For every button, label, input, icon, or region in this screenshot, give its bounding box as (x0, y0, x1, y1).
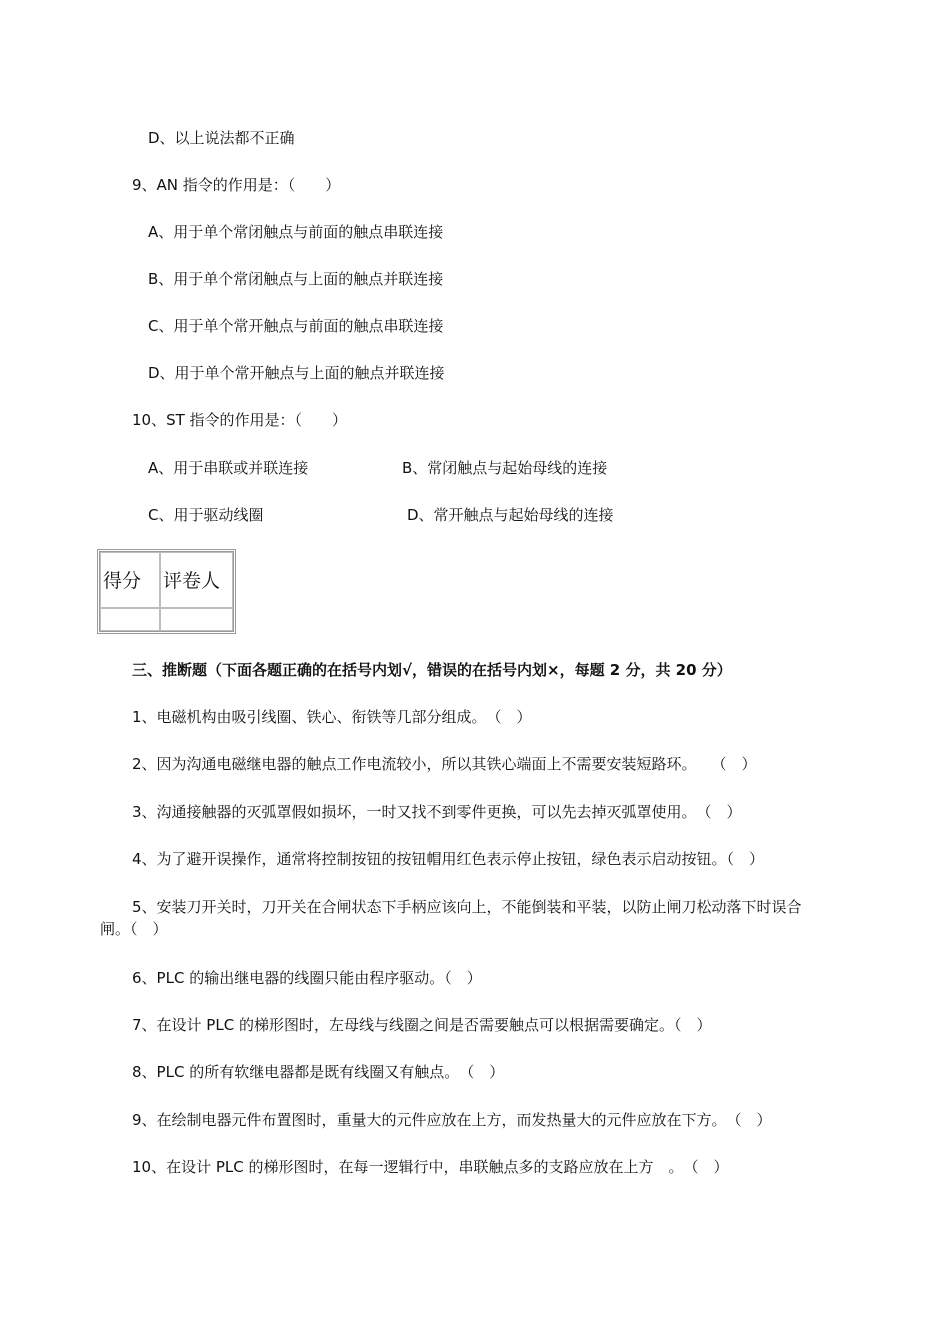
grader-label: 评卷人 (160, 552, 233, 608)
judgment-item-10: 10、在设计 PLC 的梯形图时，在每一逻辑行中，串联触点多的支路应放在上方 。 （ ） (132, 1158, 729, 1176)
judgment-item-8: 8、PLC 的所有软继电器都是既有线圈又有触点。 （ ） (132, 1063, 505, 1081)
q9-stem: 9、AN 指令的作用是：（ ） (132, 176, 341, 194)
judgment-item-7: 7、在设计 PLC 的梯形图时，左母线与线圈之间是否需要触点可以根据需要确定。（ ） (132, 1016, 712, 1034)
score-field[interactable] (100, 608, 160, 631)
score-table (97, 549, 236, 634)
q10-option-c: C、用于驱动线圈 (148, 506, 264, 524)
section3-title: 三、推断题（下面各题正确的在括号内划√，错误的在括号内划×，每题 2 分，共 20 分） (132, 661, 732, 679)
q9-option-a: A、用于单个常闭触点与前面的触点串联连接 (148, 223, 444, 241)
judgment-item-1: 1、电磁机构由吸引线圈、铁心、衔铁等几部分组成。 （ ） (132, 708, 532, 726)
judgment-item-2: 2、因为沟通电磁继电器的触点工作电流较小，所以其铁心端面上不需要安装短路环。 （ ） (132, 755, 757, 773)
q9-option-c: C、用于单个常开触点与前面的触点串联连接 (148, 317, 444, 335)
judgment-item-4: 4、为了避开误操作，通常将控制按钮的按钮帽用红色表示停止按钮，绿色表示启动按钮。（ ） (132, 850, 765, 868)
q8-option-d: D、以上说法都不正确 (148, 129, 295, 147)
q9-option-b: B、用于单个常闭触点与上面的触点并联连接 (148, 270, 444, 288)
q10-option-a: A、用于串联或并联连接 (148, 459, 309, 477)
q9-option-d: D、用于单个常开触点与上面的触点并联连接 (148, 364, 445, 382)
judgment-item-5: 5、安装刀开关时，刀开关在合闸状态下手柄应该向上，不能倒装和平装，以防止闸刀松动落下时误合闸。（ ） (100, 898, 802, 938)
q10-option-b: B、常闭触点与起始母线的连接 (402, 459, 608, 477)
judgment-item-3: 3、沟通接触器的灭弧罩假如损坏，一时又找不到零件更换，可以先去掉灭弧罩使用。 （ ） (132, 803, 742, 821)
grader-field[interactable] (160, 608, 233, 631)
score-label: 得分 (100, 552, 160, 608)
q10-option-d: D、常开触点与起始母线的连接 (407, 506, 614, 524)
q10-stem: 10、ST 指令的作用是：（ ） (132, 411, 348, 429)
judgment-item-6: 6、PLC 的输出继电器的线圈只能由程序驱动。（ ） (132, 969, 482, 987)
judgment-item-9: 9、在绘制电器元件布置图时，重量大的元件应放在上方，而发热量大的元件应放在下方。 （ ） (132, 1111, 772, 1129)
